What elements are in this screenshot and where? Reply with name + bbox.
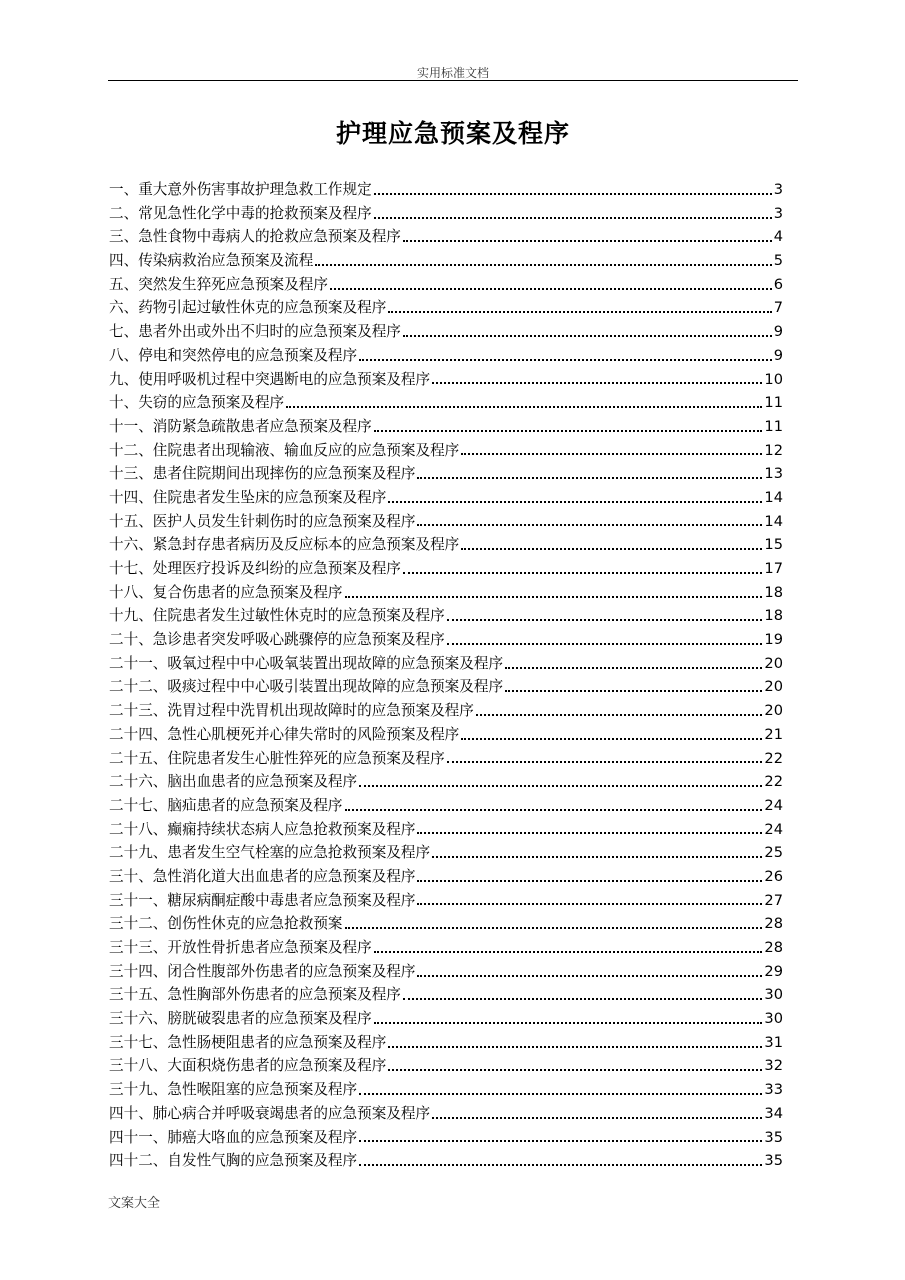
toc-entry[interactable] xyxy=(109,818,783,842)
toc-entry[interactable] xyxy=(109,652,783,676)
toc-entry-title: 二十五、住院患者发生心脏性猝死的应急预案及程序 xyxy=(109,749,445,767)
toc-dot-leader xyxy=(345,596,763,598)
toc-page-number: 10 xyxy=(764,370,783,388)
toc-entry[interactable] xyxy=(109,912,783,936)
toc-dot-leader xyxy=(476,714,763,716)
toc-entry[interactable] xyxy=(109,439,783,463)
toc-page-number: 11 xyxy=(764,417,783,435)
toc-entry-title: 三十六、膀胱破裂患者的应急预案及程序 xyxy=(109,1010,372,1028)
toc-entry[interactable] xyxy=(109,296,783,320)
toc-dot-leader xyxy=(447,619,763,621)
toc-entry-title: 四、传染病救治应急预案及流程 xyxy=(109,252,314,270)
toc-entry-title: 十四、住院患者发生坠床的应急预案及程序 xyxy=(109,488,387,506)
toc-entry-title: 三十三、开放性骨折患者应急预案及程序 xyxy=(109,939,372,956)
toc-entry[interactable] xyxy=(109,675,783,699)
toc-page-number: 6 xyxy=(773,275,783,293)
toc-entry[interactable] xyxy=(109,391,783,415)
toc-entry[interactable] xyxy=(109,273,783,297)
toc-entry-title: 四十、肺心病合并呼吸衰竭患者的应急预案及程序 xyxy=(109,1104,431,1122)
toc-entry[interactable] xyxy=(109,794,783,818)
toc-entry-title: 二十四、急性心肌梗死并心律失常时的风险预案及程序 xyxy=(109,725,460,743)
toc-dot-leader xyxy=(417,477,762,479)
toc-entry[interactable] xyxy=(109,960,783,984)
toc-entry[interactable] xyxy=(109,486,783,510)
toc-dot-leader xyxy=(461,548,762,550)
toc-entry[interactable] xyxy=(109,320,783,344)
toc-page-number: 15 xyxy=(764,536,783,554)
header-divider xyxy=(108,80,798,81)
toc-page-number: 32 xyxy=(764,1057,783,1075)
toc-page-number: 24 xyxy=(764,796,783,814)
toc-entry-title: 三十四、闭合性腹部外伤患者的应急预案及程序 xyxy=(109,962,416,980)
toc-dot-leader xyxy=(388,311,771,313)
toc-entry[interactable] xyxy=(109,1031,783,1055)
toc-dot-leader xyxy=(388,1069,762,1071)
toc-dot-leader xyxy=(403,998,763,1000)
toc-page-number: 17 xyxy=(764,560,783,577)
toc-page-number: 33 xyxy=(764,1081,783,1099)
toc-entry-title: 三十、急性消化道大出血患者的应急预案及程序 xyxy=(109,867,416,885)
toc-page-number: 24 xyxy=(764,820,783,838)
toc-entry[interactable] xyxy=(109,557,783,581)
toc-entry-title: 四十一、肺癌大咯血的应急预案及程序 xyxy=(109,1128,358,1146)
toc-page-number: 28 xyxy=(764,915,783,933)
toc-entry-title: 十五、医护人员发生针刺伤时的应急预案及程序 xyxy=(109,512,416,530)
toc-dot-leader xyxy=(505,690,762,692)
toc-page-number: 20 xyxy=(764,654,783,672)
toc-entry[interactable] xyxy=(109,1102,783,1126)
toc-dot-leader xyxy=(286,406,762,408)
toc-page-number: 35 xyxy=(764,1128,783,1146)
toc-page-number: 3 xyxy=(773,204,783,222)
toc-page-number: 14 xyxy=(764,488,783,506)
toc-page-number: 3 xyxy=(773,181,783,198)
toc-page-number: 5 xyxy=(773,252,783,270)
toc-dot-leader xyxy=(403,335,772,337)
toc-entry-title: 三十八、大面积烧伤患者的应急预案及程序 xyxy=(109,1057,387,1075)
toc-page-number: 25 xyxy=(764,844,783,862)
toc-entry[interactable] xyxy=(109,723,783,747)
toc-dot-leader xyxy=(461,738,762,740)
toc-entry-title: 十六、紧急封存患者病历及反应标本的应急预案及程序 xyxy=(109,536,460,554)
toc-entry[interactable] xyxy=(109,865,783,889)
running-footer: 文案大全 xyxy=(108,1196,161,1211)
toc-entry[interactable] xyxy=(109,604,783,628)
toc-dot-leader xyxy=(315,264,771,266)
toc-entry-title: 十八、复合伤患者的应急预案及程序 xyxy=(109,583,343,601)
toc-page-number: 22 xyxy=(764,749,783,767)
toc-page-number: 27 xyxy=(764,891,783,909)
toc-entry[interactable] xyxy=(109,1054,783,1078)
toc-entry[interactable] xyxy=(109,510,783,534)
toc-entry[interactable] xyxy=(109,1149,783,1173)
toc-dot-leader xyxy=(374,217,772,219)
toc-entry[interactable] xyxy=(109,533,783,557)
toc-entry-title: 五、突然发生猝死应急预案及程序 xyxy=(109,275,328,293)
toc-entry[interactable] xyxy=(109,699,783,723)
toc-dot-leader xyxy=(359,785,762,787)
toc-entry[interactable] xyxy=(109,628,783,652)
toc-dot-leader xyxy=(417,903,762,905)
toc-page-number: 31 xyxy=(764,1033,783,1051)
toc-dot-leader xyxy=(345,809,763,811)
toc-entry[interactable] xyxy=(109,841,783,865)
toc-entry-title: 三十一、糖尿病酮症酸中毒患者应急预案及程序 xyxy=(109,891,416,909)
toc-entry[interactable] xyxy=(109,249,783,273)
page-title: 护理应急预案及程序 xyxy=(335,119,570,148)
toc-dot-leader xyxy=(374,1022,763,1024)
toc-entry[interactable] xyxy=(109,202,783,226)
toc-page-number: 19 xyxy=(764,631,783,649)
toc-entry-title: 一、重大意外伤害事故护理急救工作规定 xyxy=(109,181,372,198)
toc-dot-leader xyxy=(388,501,762,503)
toc-dot-leader xyxy=(374,951,763,953)
toc-dot-leader xyxy=(505,667,762,669)
toc-entry[interactable] xyxy=(109,1007,783,1031)
toc-dot-leader xyxy=(359,1140,762,1142)
toc-dot-leader xyxy=(417,524,762,526)
toc-dot-leader xyxy=(417,975,762,977)
toc-page-number: 9 xyxy=(773,323,783,341)
toc-page-number: 35 xyxy=(764,1152,783,1170)
toc-entry[interactable] xyxy=(109,747,783,771)
toc-entry-title: 十九、住院患者发生过敏性休克时的应急预案及程序 xyxy=(109,607,445,625)
toc-page-number: 14 xyxy=(764,512,783,530)
toc-page-number: 30 xyxy=(764,1010,783,1028)
toc-entry-title: 三十五、急性胸部外伤患者的应急预案及程序 xyxy=(109,986,401,1004)
toc-page-number: 30 xyxy=(764,986,783,1004)
toc-entry[interactable] xyxy=(109,415,783,439)
toc-entry[interactable] xyxy=(109,462,783,486)
toc-dot-leader xyxy=(388,1046,762,1048)
toc-entry-title: 六、药物引起过敏性休克的应急预案及程序 xyxy=(109,299,387,317)
toc-page-number: 18 xyxy=(764,607,783,625)
toc-dot-leader xyxy=(417,832,762,834)
toc-entry-title: 二十三、洗胃过程中洗胃机出现故障时的应急预案及程序 xyxy=(109,702,474,720)
toc-dot-leader xyxy=(359,1164,762,1166)
toc-entry-title: 三十九、急性喉阻塞的应急预案及程序 xyxy=(109,1081,358,1099)
toc-entry[interactable] xyxy=(109,581,783,605)
toc-entry-title: 十一、消防紧急疏散患者应急预案及程序 xyxy=(109,417,372,435)
toc-dot-leader xyxy=(359,359,772,361)
toc-dot-leader xyxy=(403,240,772,242)
toc-dot-leader xyxy=(447,761,763,763)
toc-page-number: 28 xyxy=(764,939,783,956)
toc-dot-leader xyxy=(461,453,762,455)
toc-page-number: 18 xyxy=(764,583,783,601)
toc-entry-title: 二十八、癫痫持续状态病人应急抢救预案及程序 xyxy=(109,820,416,838)
toc-entry-title: 二十七、脑疝患者的应急预案及程序 xyxy=(109,796,343,814)
toc-page-number: 29 xyxy=(764,962,783,980)
toc-dot-leader xyxy=(432,382,762,384)
toc-entry-title: 二十、急诊患者突发呼吸心跳骤停的应急预案及程序 xyxy=(109,631,445,649)
toc-page-number: 20 xyxy=(764,702,783,720)
toc-page-number: 20 xyxy=(764,678,783,696)
toc-entry-title: 三十二、创伤性休克的应急抢救预案 xyxy=(109,915,343,933)
toc-dot-leader xyxy=(432,856,762,858)
toc-dot-leader xyxy=(330,288,772,290)
toc-page-number: 12 xyxy=(764,441,783,459)
toc-entry[interactable] xyxy=(109,344,783,368)
toc-entry[interactable] xyxy=(109,889,783,913)
toc-dot-leader xyxy=(403,572,763,574)
table-of-contents xyxy=(109,178,783,1173)
toc-entry-title: 九、使用呼吸机过程中突遇断电的应急预案及程序 xyxy=(109,370,431,388)
toc-entry-title: 二十六、脑出血患者的应急预案及程序 xyxy=(109,773,358,791)
toc-entry-title: 三十七、急性肠梗阻患者的应急预案及程序 xyxy=(109,1033,387,1051)
toc-entry-title: 二十九、患者发生空气栓塞的应急抢救预案及程序 xyxy=(109,844,431,862)
toc-dot-leader xyxy=(447,643,763,645)
toc-dot-leader xyxy=(374,430,763,432)
toc-page-number: 21 xyxy=(764,725,783,743)
toc-entry-title: 十、失窃的应急预案及程序 xyxy=(109,394,285,412)
toc-dot-leader xyxy=(345,927,763,929)
toc-entry[interactable] xyxy=(109,770,783,794)
toc-page-number: 26 xyxy=(764,867,783,885)
toc-entry[interactable] xyxy=(109,983,783,1007)
toc-page-number: 4 xyxy=(773,228,783,246)
toc-entry-title: 二十一、吸氧过程中中心吸氧装置出现故障的应急预案及程序 xyxy=(109,654,504,672)
toc-page-number: 34 xyxy=(764,1104,783,1122)
toc-dot-leader xyxy=(374,193,772,195)
toc-dot-leader xyxy=(359,1093,762,1095)
toc-entry-title: 十七、处理医疗投诉及纠纷的应急预案及程序 xyxy=(109,560,401,577)
toc-entry-title: 二十二、吸痰过程中中心吸引装置出现故障的应急预案及程序 xyxy=(109,678,504,696)
toc-entry-title: 七、患者外出或外出不归时的应急预案及程序 xyxy=(109,323,401,341)
toc-dot-leader xyxy=(432,1117,762,1119)
toc-entry[interactable] xyxy=(109,178,783,202)
toc-entry-title: 二、常见急性化学中毒的抢救预案及程序 xyxy=(109,204,372,222)
toc-entry[interactable] xyxy=(109,225,783,249)
toc-page-number: 7 xyxy=(773,299,783,317)
toc-page-number: 11 xyxy=(764,394,783,412)
toc-page-number: 9 xyxy=(773,346,783,364)
toc-entry[interactable] xyxy=(109,368,783,392)
toc-entry-title: 十三、患者住院期间出现摔伤的应急预案及程序 xyxy=(109,465,416,483)
toc-page-number: 22 xyxy=(764,773,783,791)
toc-entry[interactable] xyxy=(109,1126,783,1150)
toc-entry[interactable] xyxy=(109,1078,783,1102)
toc-entry-title: 三、急性食物中毒病人的抢救应急预案及程序 xyxy=(109,228,401,246)
toc-entry-title: 四十二、自发性气胸的应急预案及程序 xyxy=(109,1152,358,1170)
toc-entry-title: 八、停电和突然停电的应急预案及程序 xyxy=(109,346,358,364)
toc-entry-title: 十二、住院患者出现输液、输血反应的应急预案及程序 xyxy=(109,441,460,459)
running-header: 实用标准文档 xyxy=(416,66,489,80)
toc-page-number: 13 xyxy=(764,465,783,483)
toc-entry[interactable] xyxy=(109,936,783,960)
toc-dot-leader xyxy=(417,880,762,882)
